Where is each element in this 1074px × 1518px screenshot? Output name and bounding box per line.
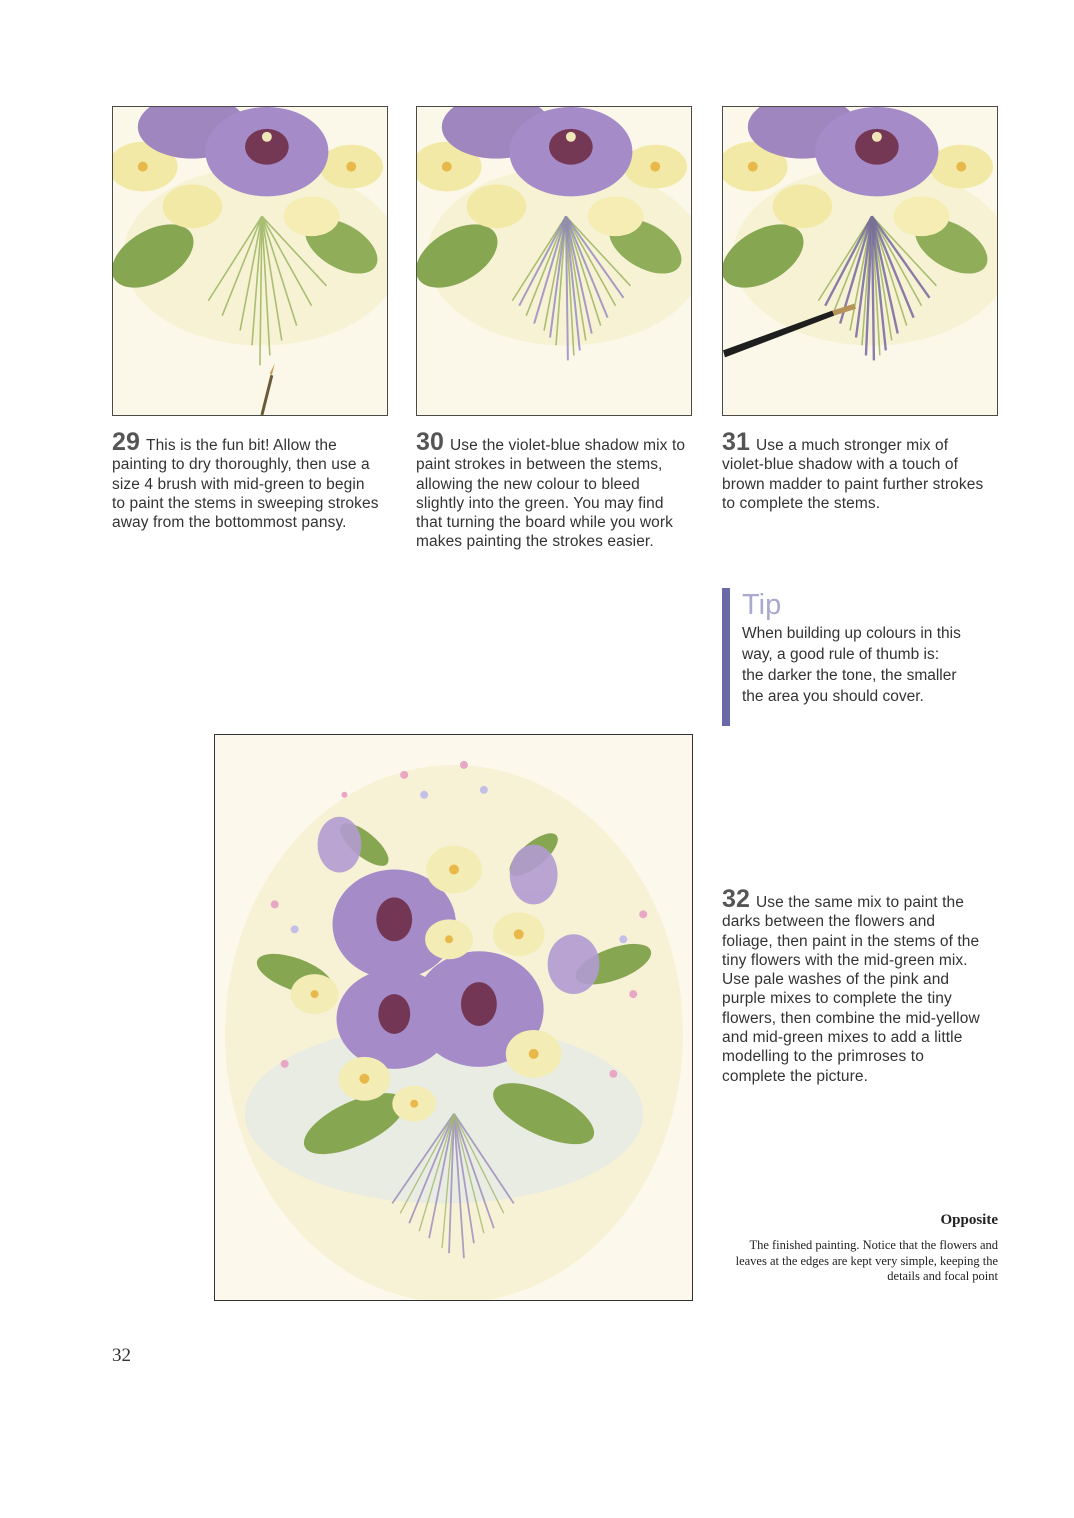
step-29-body: This is the fun bit! Allow the painting to dry thoroughly, then use a size 4 brush with mid-green to begin to paint the stems in sweeping strokes away from the bottommost pansy.: [112, 437, 379, 532]
finished-painting-photo: [214, 734, 693, 1301]
tip-text: When building up colours in this way, a good rule of thumb is: the darker the tone, the smaller the area you should cover.: [742, 625, 961, 705]
step-30-text: [416, 428, 688, 552]
step-31-body: Use a much stronger mix of violet-blue shadow with a touch of brown madder to paint further strokes to complete the stems.: [722, 437, 984, 512]
step-32-text: [722, 885, 980, 1086]
step-30-photo: [416, 106, 692, 416]
step-31-text: [722, 428, 984, 513]
tip-title: Tip: [742, 589, 782, 621]
step-31-painting: [723, 107, 997, 415]
step-29-painting: [113, 107, 387, 415]
step-30-body: Use the violet-blue shadow mix to paint strokes in between the stems, allowing the new colour to bleed slightly into the green. You may find that turning the board while you work makes painting the strokes easier.: [416, 437, 686, 551]
step-29-photo: [112, 106, 388, 416]
finished-painting: [215, 735, 692, 1300]
step-30-number: 30: [416, 428, 445, 456]
step-32-number: 32: [722, 885, 751, 913]
step-31-photo: [722, 106, 998, 416]
step-31-number: 31: [722, 428, 751, 456]
caption-title: Opposite: [940, 1212, 998, 1228]
caption-text: The finished painting. Notice that the flowers and leaves at the edges are kept very simple, keeping the details and focal point: [735, 1238, 998, 1284]
step-32-body: Use the same mix to paint the darks between the flowers and foliage, then paint in the stems of the tiny flowers with the mid-green mix. Use pale washes of the pink and purple mixes to complete the tiny flowers, then combine the mid-yellow and mid-green mixes to add a little modelling to the primroses to complete the picture.: [722, 894, 980, 1085]
step-30-painting: [417, 107, 691, 415]
page-number: 32: [112, 1345, 131, 1366]
step-29-text: [112, 428, 382, 532]
step-29-number: 29: [112, 428, 141, 456]
tip-box: [722, 588, 962, 726]
